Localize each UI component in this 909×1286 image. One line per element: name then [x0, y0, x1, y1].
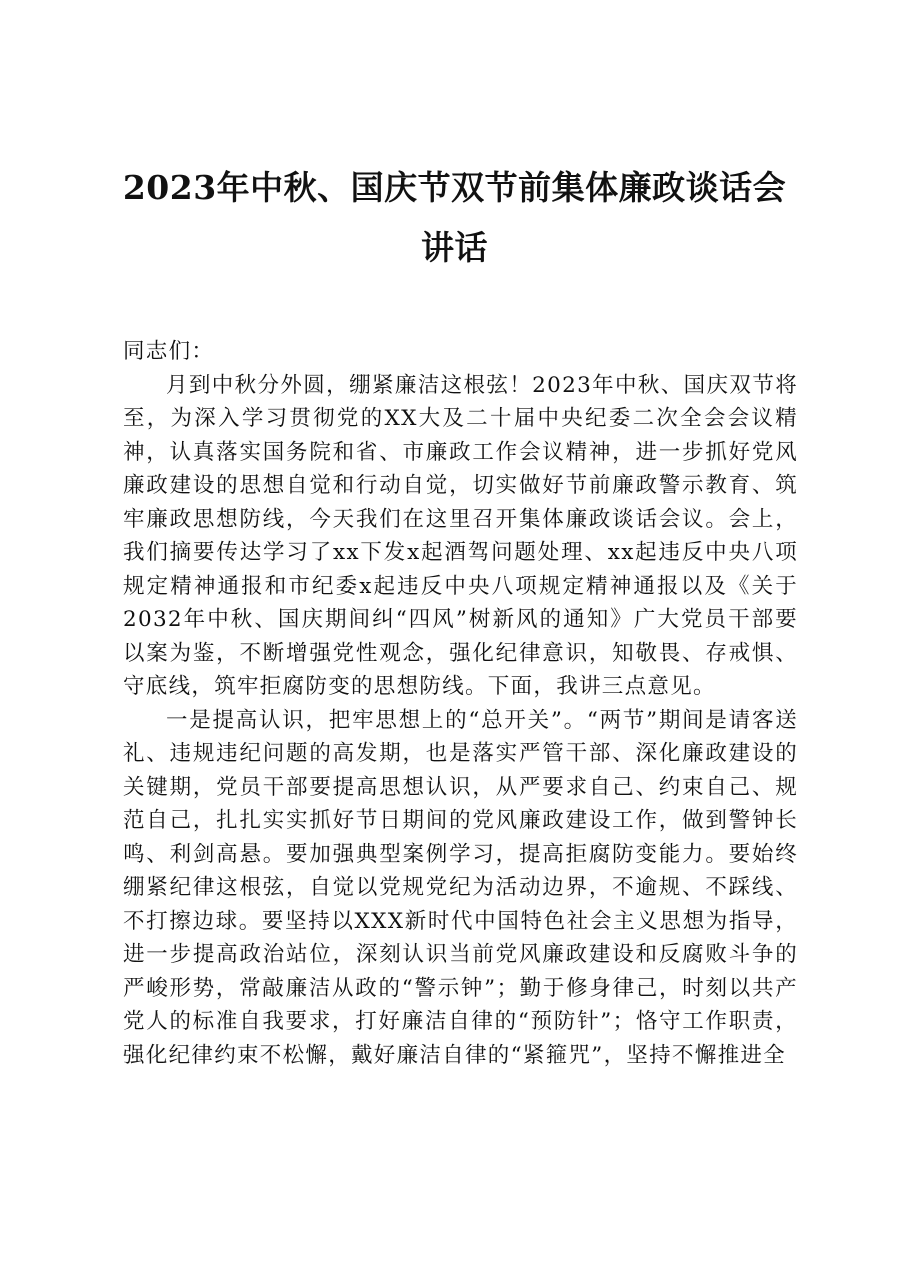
paragraph-opening: 月到中秋分外圆，绷紧廉洁这根弦！2023年中秋、国庆双节将至，为深入学习贯彻党的XX大及二十届中央纪委二次全会会议精神，认真落实国务院和省、市廉政工作会议精神，进一步抓好党风廉政建设的思想自觉和行动自觉，切实做好节前廉政警示教育、筑牢廉政思想防线，今天我们在这里召开集体廉政谈话会议。会上，我们摘要传达学习了xx下发x起酒驾问题处理、xx起违反中央八项规定精神通报和市纪委x起违反中央八项规定精神通报以及《关于2032年中秋、国庆期间纠“四风”树新风的通知》广大党员干部要以案为鉴，不断增强党性观念，强化纪律意识，知敬畏、存戒惧、守底线，筑牢拒腐防变的思想防线。下面，我讲三点意见。	[123, 372, 798, 699]
document-title	[110, 158, 799, 278]
title-line-1: 2023年中秋、国庆节双节前集体廉政谈话会	[122, 168, 787, 207]
salutation: 同志们：	[123, 339, 215, 364]
document-body	[123, 335, 798, 1072]
paragraph-point-one: 一是提高认识，把牢思想上的“总开关”。“两节”期间是请客送礼、违规违纪问题的高发期，也是落实严管干部、深化廉政建设的关键期，党员干部要提高思想认识，从严要求自己、约束自己、规范自己，扎扎实实抓好节日期间的党风廉政建设工作，做到警钟长鸣、利剑高悬。要加强典型案例学习，提高拒腐防变能力。要始终绷紧纪律这根弦，自觉以党规党纪为活动边界，不逾规、不踩线、不打擦边球。要坚持以XXX新时代中国特色社会主义思想为指导，进一步提高政治站位，深刻认识当前党风廉政建设和反腐败斗争的严峻形势，常敲廉洁从政的“警示钟”；勤于修身律己，时刻以共产党人的标准自我要求，打好廉洁自律的“预防针”；恪守工作职责，强化纪律约束不松懈，戴好廉洁自律的“紧箍咒”，坚持不懈推进全	[123, 707, 798, 1068]
title-line-2: 讲话	[421, 228, 488, 267]
